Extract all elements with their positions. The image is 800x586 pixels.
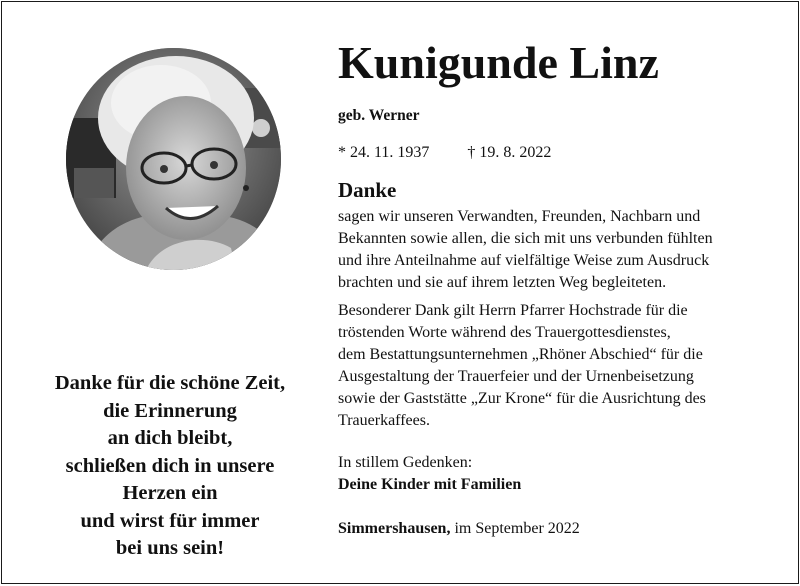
obituary-card	[1, 1, 799, 584]
notice-text	[338, 36, 778, 540]
paragraph-line: dem Bestattungsunternehmen „Rhöner Abschied“ für die	[338, 346, 703, 363]
paragraph-line: tröstenden Worte während des Trauergottesdienstes,	[338, 324, 671, 341]
paragraph-line: sagen wir unseren Verwandten, Freunden, Nachbarn und	[338, 208, 701, 225]
place-and-date	[338, 518, 778, 540]
memorial-verse	[16, 370, 324, 563]
verse-line: bei uns sein!	[115, 537, 225, 559]
place-name: Simmershausen,	[338, 520, 451, 537]
birth-date: * 24. 11. 1937	[338, 144, 430, 161]
paragraph-line: und ihre Anteilnahme auf vielfältige Weise zum Ausdruck	[338, 252, 710, 269]
closing	[338, 452, 778, 496]
paragraph-line: Bekannten sowie allen, die sich mit uns verbunden fühlten	[338, 230, 713, 247]
paragraph-line: Ausgestaltung der Trauerfeier und der Urnenbeisetzung	[338, 368, 694, 385]
thanks-paragraph	[338, 206, 778, 294]
verse-line: Herzen ein	[122, 482, 218, 504]
life-dates	[338, 142, 778, 164]
signoff: Deine Kinder mit Familien	[338, 476, 522, 493]
closing-line: In stillem Gedenken:	[338, 454, 473, 471]
paragraph-line: brachten und sie auf ihrem letzten Weg begleiteten.	[338, 274, 667, 291]
notice-date: im September 2022	[450, 520, 580, 537]
verse-line: und wirst für immer	[80, 509, 260, 532]
verse-line: an dich bleibt,	[107, 427, 233, 449]
portrait-photo	[66, 48, 281, 270]
thanks-heading: Danke	[338, 178, 397, 202]
verse-line: die Erinnerung	[103, 399, 237, 422]
verse-line: Danke für die schöne Zeit,	[54, 372, 286, 394]
death-date: † 19. 8. 2022	[467, 144, 552, 161]
deceased-name: Kunigunde Linz	[338, 37, 659, 88]
maiden-name: geb. Werner	[338, 107, 420, 124]
paragraph-line: Trauerkaffees.	[338, 412, 430, 429]
portrait-icon	[66, 48, 281, 270]
special-thanks-paragraph	[338, 300, 778, 432]
paragraph-line: Besonderer Dank gilt Herrn Pfarrer Hochstrade für die	[338, 302, 688, 319]
verse-line: schließen dich in unsere	[65, 454, 275, 477]
paragraph-line: sowie der Gaststätte „Zur Krone“ für die Ausrichtung des	[338, 390, 706, 407]
